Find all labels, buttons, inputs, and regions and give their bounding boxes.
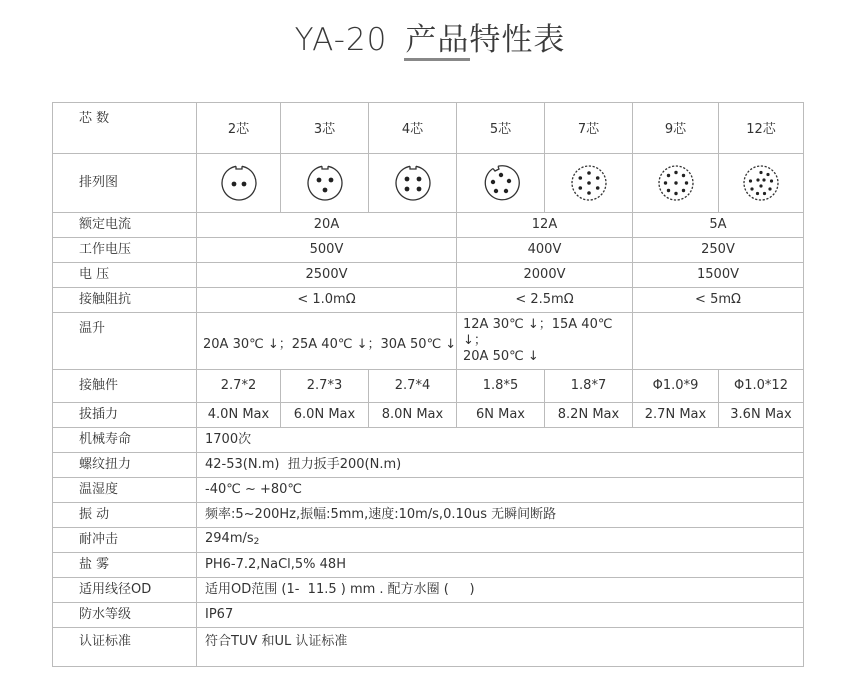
12-pin-icon bbox=[719, 154, 804, 213]
contact-4: 2.7*4 bbox=[369, 370, 457, 403]
row-insertion-force bbox=[53, 403, 804, 428]
label-temp-rise: 温升 bbox=[53, 313, 197, 370]
page-title bbox=[0, 14, 860, 59]
contact-resistance-group2: < 2.5mΩ bbox=[457, 288, 633, 313]
label-cores: 芯 数 bbox=[53, 103, 197, 154]
voltage-group2: 2000V bbox=[457, 263, 633, 288]
row-layout bbox=[53, 154, 804, 213]
insertion-force-9: 2.7N Max bbox=[633, 403, 719, 428]
row-cores bbox=[53, 103, 804, 154]
label-torque: 螺纹扭力 bbox=[53, 453, 197, 478]
temp-rise-group2-line1: 12A 30℃ ↓；15A 40℃ ↓； bbox=[463, 317, 613, 348]
temp-rise-group2-line2: 20A 50℃ ↓ bbox=[463, 349, 539, 364]
insertion-force-2: 4.0N Max bbox=[197, 403, 281, 428]
spec-table bbox=[52, 102, 804, 667]
salt-spray-value: PH6-7.2,NaCl,5% 48H bbox=[197, 553, 804, 578]
contact-3: 2.7*3 bbox=[281, 370, 369, 403]
temp-rise-group3 bbox=[633, 313, 804, 370]
temperature-value: -40℃ ~ +80℃ bbox=[197, 478, 804, 503]
core-7: 7芯 bbox=[545, 103, 633, 154]
label-salt-spray: 盐 雾 bbox=[53, 553, 197, 578]
9-pin-icon bbox=[633, 154, 719, 213]
row-vibration bbox=[53, 503, 804, 528]
label-vibration: 振 动 bbox=[53, 503, 197, 528]
contact-7: 1.8*7 bbox=[545, 370, 633, 403]
row-temperature bbox=[53, 478, 804, 503]
label-layout: 排列图 bbox=[53, 154, 197, 213]
label-contact-resistance: 接触阻抗 bbox=[53, 288, 197, 313]
insertion-force-3: 6.0N Max bbox=[281, 403, 369, 428]
contact-9: Φ1.0*9 bbox=[633, 370, 719, 403]
contact-12: Φ1.0*12 bbox=[719, 370, 804, 403]
row-temp-rise bbox=[53, 313, 804, 370]
voltage-group1: 2500V bbox=[197, 263, 457, 288]
torque-value: 42-53(N.m) 扭力扳手200(N.m) bbox=[197, 453, 804, 478]
row-wire-od bbox=[53, 578, 804, 603]
shock-value bbox=[197, 528, 804, 553]
contact-resistance-group1: < 1.0mΩ bbox=[197, 288, 457, 313]
contact-5: 1.8*5 bbox=[457, 370, 545, 403]
working-voltage-group3: 250V bbox=[633, 238, 804, 263]
label-temperature: 温湿度 bbox=[53, 478, 197, 503]
label-shock: 耐冲击 bbox=[53, 528, 197, 553]
7-pin-icon bbox=[545, 154, 633, 213]
2-pin-icon bbox=[197, 154, 281, 213]
insertion-force-12: 3.6N Max bbox=[719, 403, 804, 428]
voltage-group3: 1500V bbox=[633, 263, 804, 288]
row-salt-spray bbox=[53, 553, 804, 578]
certification-value: 符合TUV 和UL 认证标准 bbox=[197, 628, 804, 667]
label-rated-current: 额定电流 bbox=[53, 213, 197, 238]
working-voltage-group2: 400V bbox=[457, 238, 633, 263]
3-pin-icon bbox=[281, 154, 369, 213]
temp-rise-group1: 20A 30℃ ↓；25A 40℃ ↓；30A 50℃ ↓ bbox=[197, 313, 457, 370]
insertion-force-4: 8.0N Max bbox=[369, 403, 457, 428]
title-underline bbox=[404, 58, 470, 61]
label-wire-od: 适用线径OD bbox=[53, 578, 197, 603]
core-12: 12芯 bbox=[719, 103, 804, 154]
row-voltage bbox=[53, 263, 804, 288]
row-contact bbox=[53, 370, 804, 403]
shock-subscript: 2 bbox=[253, 536, 260, 547]
core-5: 5芯 bbox=[457, 103, 545, 154]
model-name: YA-20 bbox=[294, 22, 388, 58]
wire-od-value: 适用OD范围 (1- 11.5 ) mm . 配方水圈 ( ) bbox=[197, 578, 804, 603]
title-subtitle: 产品特性表 bbox=[405, 22, 566, 58]
label-working-voltage: 工作电压 bbox=[53, 238, 197, 263]
row-working-voltage bbox=[53, 238, 804, 263]
rated-current-group1: 20A bbox=[197, 213, 457, 238]
4-pin-icon bbox=[369, 154, 457, 213]
temp-rise-group2 bbox=[457, 313, 633, 370]
contact-2: 2.7*2 bbox=[197, 370, 281, 403]
rated-current-group2: 12A bbox=[457, 213, 633, 238]
core-2: 2芯 bbox=[197, 103, 281, 154]
row-torque bbox=[53, 453, 804, 478]
core-9: 9芯 bbox=[633, 103, 719, 154]
row-certification bbox=[53, 628, 804, 667]
vibration-value: 频率:5~200Hz,振幅:5mm,速度:10m/s,0.10us 无瞬间断路 bbox=[197, 503, 804, 528]
working-voltage-group1: 500V bbox=[197, 238, 457, 263]
5-pin-icon bbox=[457, 154, 545, 213]
contact-resistance-group3: < 5mΩ bbox=[633, 288, 804, 313]
label-contact: 接触件 bbox=[53, 370, 197, 403]
insertion-force-5: 6N Max bbox=[457, 403, 545, 428]
row-rated-current bbox=[53, 213, 804, 238]
mechanical-life-value: 1700次 bbox=[197, 428, 804, 453]
rated-current-group3: 5A bbox=[633, 213, 804, 238]
row-shock bbox=[53, 528, 804, 553]
label-mechanical-life: 机械寿命 bbox=[53, 428, 197, 453]
core-4: 4芯 bbox=[369, 103, 457, 154]
row-contact-resistance bbox=[53, 288, 804, 313]
shock-number: 294m/s bbox=[205, 530, 254, 546]
label-voltage: 电 压 bbox=[53, 263, 197, 288]
core-3: 3芯 bbox=[281, 103, 369, 154]
label-certification: 认证标准 bbox=[53, 628, 197, 667]
row-mechanical-life bbox=[53, 428, 804, 453]
insertion-force-7: 8.2N Max bbox=[545, 403, 633, 428]
row-waterproof bbox=[53, 603, 804, 628]
label-waterproof: 防水等级 bbox=[53, 603, 197, 628]
label-insertion-force: 拔插力 bbox=[53, 403, 197, 428]
waterproof-value: IP67 bbox=[197, 603, 804, 628]
